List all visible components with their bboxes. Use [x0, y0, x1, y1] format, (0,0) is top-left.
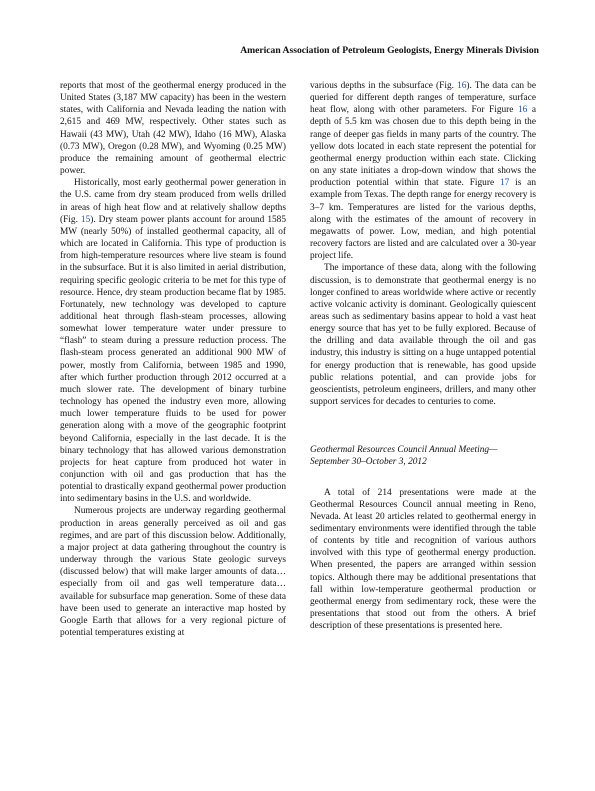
running-header: American Association of Petroleum Geologists, Energy Minerals Division [240, 45, 539, 56]
paragraph-text: various depths in the subsurface (Fig. [310, 81, 458, 91]
paragraph-text: ). Dry steam power plants account for around 1585 MW (nearly 50%) of installed geothermal capacity, all of which are located in California. This type of production is from high-temperature resources where live steam is found in the subsurface. But it is also limited in aerial distribution, requiring specific geologic criteria to be met for this type of resource. Hence, dry steam production became flat by 1985. Fortunately, new technology was developed to capture additional heat through flash-steam processes, allowing somewhat lower temperature water under pressure to “flash” to steam during a pressure reduction process. The flash-steam process generated an additional 900 MW of power, mostly from California, between 1985 and 1990, after which further production through 2012 occurred at a much slower rate. The development of binary turbine technology has opened the industry even more, allowing much lower temperature fluids to be used for power generation along with a move of the geographic footprint beyond California, especially in the last decade. It is the binary technology that has allowed various demonstration projects for heat capture from produced hot water in conjunction with oil and gas production that has the potential to drastically expand geothermal power production into sedimentary basins in the U.S. and worldwide. [60, 214, 287, 505]
paragraph [60, 177, 286, 505]
paragraph [310, 80, 536, 262]
figure-link[interactable]: 16 [457, 81, 467, 91]
figure-link[interactable]: 16 [517, 105, 528, 116]
paragraph-text: a depth of 5.5 km was chosen due to this depth being in the range of deeper gas fields in many parts of the country. The yellow dots located in each state represent the potential for geothermal energy production within each state. Clicking on any state initiates a drop-down window that shows the production potential within that state. Figure [310, 105, 536, 189]
left-column [60, 80, 286, 639]
figure-link[interactable]: 17 [499, 178, 510, 189]
paragraph: Numerous projects are underway regarding geothermal production in areas generally perceived as oil and gas regimes, and are part of this discussion below. Additionally, a major project at data gathering throughout the country is underway through the various State geologic surveys (discussed below) that will make larger amounts of data…especially from oil and gas well temperature data…available for subsurface map generation. Some of these data have been used to generate an interactive map hosted by Google Earth that allows for a very regional picture of potential temperatures existing at [60, 506, 286, 639]
paragraph: The importance of these data, along with the following discussion, is to demonstrate that geothermal energy is no longer confined to areas worldwide where active or recently active volcanic activity is dominant. Geologically quiescent areas such as sedimentary basins appear to hold a vast heat energy source that has yet to be fully explored. Because of the drilling and data available through the oil and gas industry, this industry is sitting on a huge untapped potential for energy production that is renewable, has good upside public relations potential, and can provide jobs for geoscientists, petroleum engineers, drillers, and many other support services for decades to centuries to come. [310, 263, 536, 408]
paragraph: reports that most of the geothermal energy produced in the United States (3,187 MW capacity) has been in the western states, with California and Nevada leading the nation with 2,615 and 469 MW, respectively. Other states such as Hawaii (43 MW), Utah (42 MW), Idaho (16 MW), Alaska (0.73 MW), Oregon (0.28 MW), and Wyoming (0.25 MW) produce the remaining amount of geothermal electric power. [60, 81, 286, 177]
paragraph: A total of 214 presentations were made at the Geothermal Resources Council annual meeting in Reno, Nevada. At least 20 articles related to geothermal energy in sedimentary environments were identified through the table of contents by title and recognition of various authors involved with this type of geothermal energy production. When presented, the papers are arranged within session topics. Although there may be additional presentations that fall within low-temperature geothermal production or geothermal energy from sedimentary rock, these were the presentations that stood out from the others. A brief description of these presentations is presented here. [310, 487, 536, 632]
paragraph-text: Historically, most early geothermal power generation in the U.S. came from dry steam produced from wells drilled in areas of high heat flow and at relatively shallow depths (Fig. [60, 178, 286, 225]
figure-link[interactable]: 15 [80, 214, 91, 225]
right-column [310, 80, 536, 632]
paragraph-text: is an example from Texas. The depth range for energy recovery is 3–7 km. Temperatures are listed for the various depths, along with the estimates of the amount of recovery in megawatts of power. Low, median, and high potential recovery factors are listed and are calculated over a 30-year project life. [310, 178, 537, 262]
section-heading: Geothermal Resources Council Annual Meeting—September 30–October 3, 2012 [310, 445, 498, 468]
paragraph-text: ). The data can be queried for different depth ranges of temperature, surface heat flow, along with other parameters. For Figure [310, 81, 536, 116]
